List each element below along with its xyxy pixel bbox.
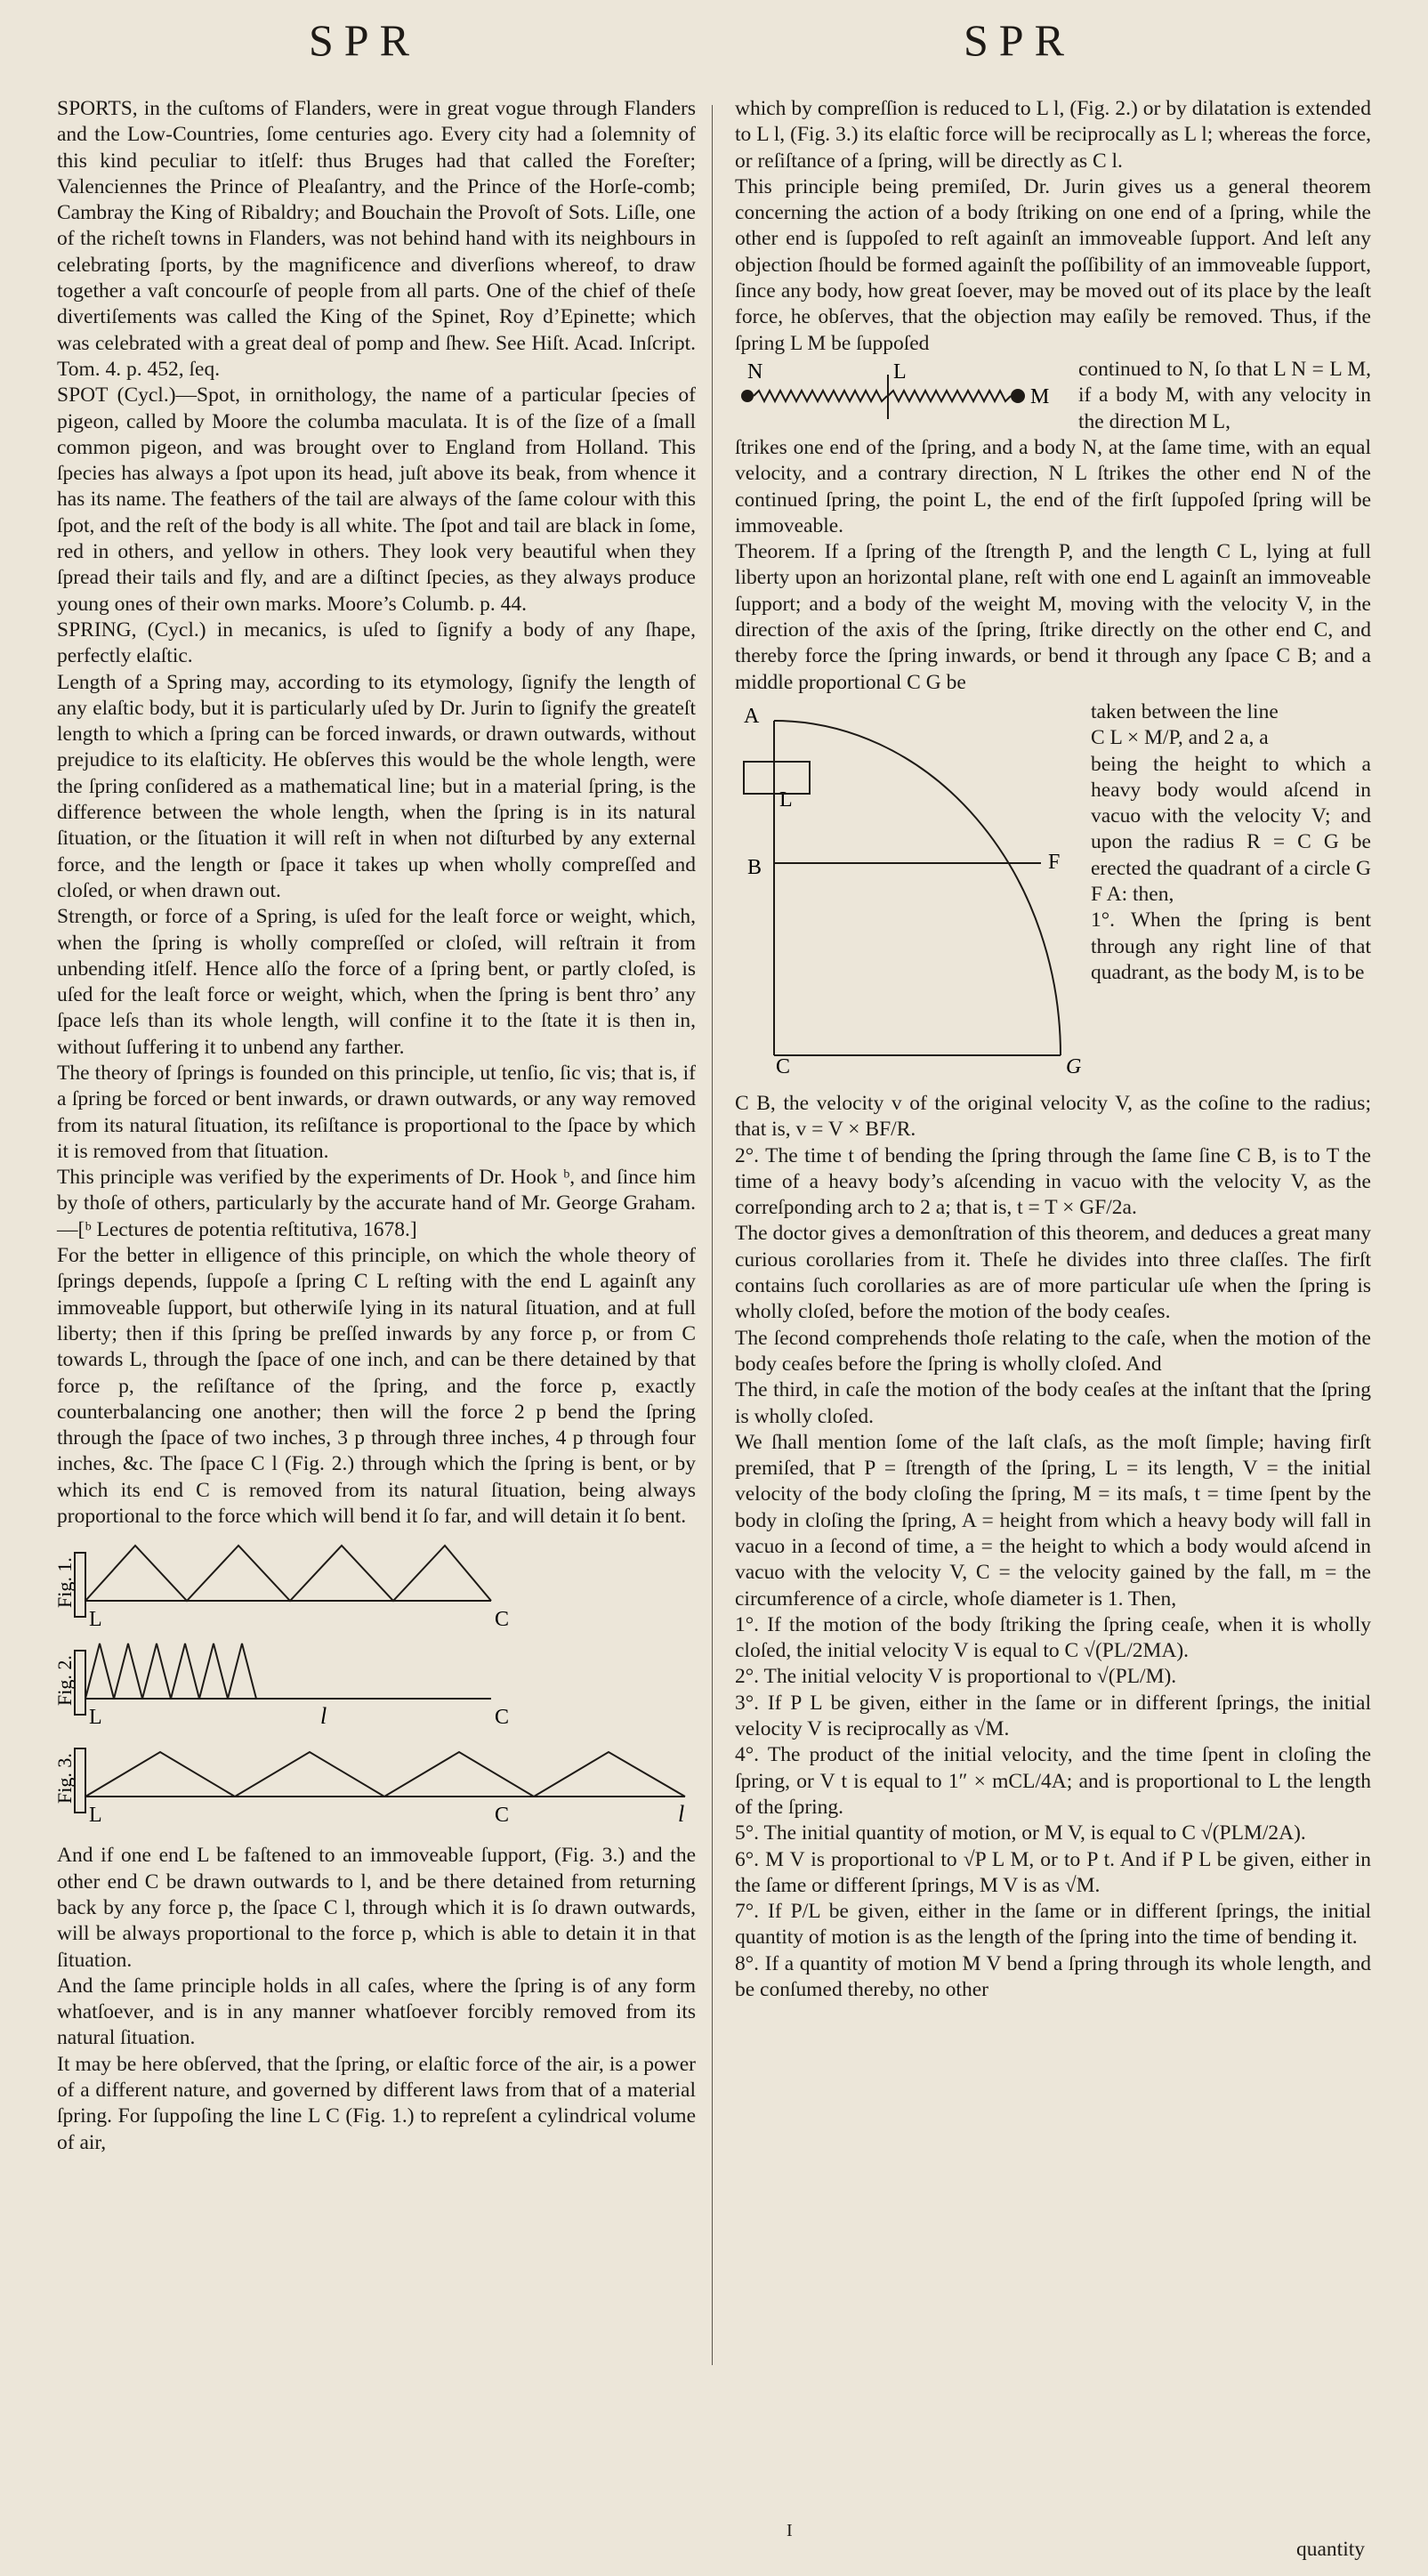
quad-arc bbox=[774, 721, 1061, 1055]
strikes-paragraph: ſtrikes one end of the ſpring, and a body N, at the ſame time, with an equal velocity, and a contrary direction, N L ſtrikes the other end N of the continued ſpring, the point L, the end of the firſt ſuppoſed ſpring will be immoveable. bbox=[735, 435, 1371, 537]
fig3-left-label: L bbox=[89, 1804, 102, 1828]
compression-paragraph: which by compreſſion is reduced to L l, (Fig. 2.) or by dilatation is extended to L l, (Fig. 3.) its elaſtic force will be reciprocally as L l; whereas the force, or reſiſtance of a ſpring, will be directly as C l. bbox=[735, 97, 1371, 173]
figure-1 bbox=[53, 1546, 509, 1631]
corollary-7: 7°. If P/L be given, either in the ſame or in different ſprings, the initial quantity of motion is as the length of the ſpring into the time of bending it. bbox=[735, 1900, 1371, 1950]
fig2-support bbox=[75, 1651, 85, 1715]
fig3-spring bbox=[85, 1752, 685, 1797]
principle-paragraph: This principle being premiſed, Dr. Jurin gives us a general theorem concerning the action of a body ſtriking on one end of a ſpring, while the other end is ſuppoſed to reſt againſt an immoveable ſupport. And leſt any objection ſhould be formed againſt the poſſibility of an immoveable ſupport, ſince any body, how great ſoever, may be moved out of its place by the leaſt force, he obſerves, that the objection may eaſily be removed. Thus, if the ſpring L M be ſuppoſed bbox=[735, 174, 1371, 355]
time-paragraph: 2°. The time t of bending the ſpring through the ſame ſine C B, is to T the time of a heavy body’s aſcending in vacuo with the velocity V, as the correſponding arch to 2 a; that is, t = T × GF/2a. bbox=[735, 1143, 1371, 1220]
entry-spring: SPRING, (Cycl.) in mecanics, is uſed to ſignify a body of any ſhape, perfectly elaſtic. bbox=[57, 618, 696, 668]
demonstration-paragraph: The doctor gives a demonſtration of this theorem, and deduces a great many curious corollaries from it. Theſe he divides into three claſſes. The firſt contains ſuch corollaries as are of more particular uſe when the ſpring is wholly cloſed, before the motion of the body ceaſes. bbox=[735, 1222, 1371, 1324]
quad-a-label: A bbox=[744, 704, 760, 728]
same-principle-paragraph: And the ſame principle holds in all caſes, where the ſpring is of any form whatſoever, and is in any manner whatſoever forcibly removed from its natural ſituation. bbox=[57, 1974, 696, 2050]
quad-text-2: C L × M/P, and 2 a, a bbox=[1091, 726, 1269, 750]
second-class-paragraph: The ſecond comprehends thoſe relating to the caſe, when the motion of the body ceaſes before the ſpring is wholly cloſed. And bbox=[735, 1326, 1371, 1376]
quadrant-block bbox=[735, 699, 1371, 1091]
corollary-5: 5°. The initial quantity of motion, or M V, is equal to C √(PLM/2A). bbox=[735, 1821, 1306, 1845]
entry-spot: SPOT (Cycl.)—Spot, in ornithology, the name of a particular ſpecies of pigeon, called by Moore the columba maculata. It is of the ſize of a ſmall common pigeon, and was brought over to England from Holland. This ſpecies has always a ſpot upon its head, juſt above its beak, from whence it has its name. The feathers of the tail are always of the ſame colour with this ſpot, and the reſt of the body is all white. The ſpot and tail are black in ſome, red in others, and yellow in others. They look very beautiful when they ſpread their tails and fly, and are a diſtinct ſpecies, as they always produce young ones of their own marks. Moore’s Columb. p. 44. bbox=[57, 384, 696, 616]
fig2-spring bbox=[85, 1643, 256, 1699]
column-rule bbox=[712, 105, 713, 2365]
catchword: quantity bbox=[1296, 2538, 1366, 2561]
continued-text: continued to N, ſo that L N = L M, if a body M, with any velocity in the direction M L, bbox=[1078, 357, 1371, 433]
spring-strength-paragraph: Strength, or force of a Spring, is uſed for the leaſt force or weight, which, when the ſpring is wholly compreſſed or cloſed, will reſtrain it from unbending itſelf. Hence alſo the force of a ſpring bent, or partly cloſed, is uſed for the leaſt force or weight, which, when the ſpring is bent thro’ any ſpace leſs than its whole length, will confine it to the ſtate it is then in, without ſuffering it to unbend any farther. bbox=[57, 905, 696, 1059]
figure-2 bbox=[53, 1643, 509, 1729]
entry-sports: SPORTS, in the cuſtoms of Flanders, were in great vogue through Flanders and the Low-Countries, ſome centuries ago. Every city had a ſolemnity of this kind peculiar to itſelf: thus Bruges had that called the Foreſter; Valenciennes the Prince of Pleaſantry, and the Prince of the Horſe-comb; Cambray the King of Ribaldry; and Bouchain the Provoſt of Sots. Liſle, one of the richeſt towns in Flanders, was not behind hand with its neighbours in celebrating ſports, by the magnificence and diverſions whereof, to draw together a vaſt concourſe of people from all parts. One of the chief of theſe divertiſements was called the King of the Spinet, Roy d’Epinette; which was celebrated with a great deal of pomp and ſhew. See Hiſt. Acad. Inſcript. Tom. 4. p. 452, ſeq. bbox=[57, 97, 696, 381]
quad-l-label: L bbox=[779, 787, 793, 812]
fig1-label: Fig. 1. bbox=[53, 1557, 76, 1609]
quad-c-label: C bbox=[776, 1054, 791, 1078]
corollary-6: 6°. M V is proportional to √P L M, or to P t. And if P L be given, either in the ſame or different ſprings, M V is as √M. bbox=[735, 1847, 1371, 1897]
spring-nlm-figure bbox=[735, 357, 1073, 435]
quad-text-3: being the height to which a heavy body would aſcend in vacuo with the velocity V; and upon the radius R = C G be erected the quadrant of a circle G F A: then, bbox=[1091, 752, 1371, 907]
right-column bbox=[735, 96, 1371, 2003]
fig1-left-label: L bbox=[89, 1608, 102, 1632]
fastened-paragraph: And if one end L be faſtened to an immoveable ſupport, (Fig. 3.) and the other end C be drawn outwards to l, and be there detained from returning back by any force p, the ſpace C l, through which it is ſo drawn outwards, will be always proportional to the force p, which is able to detain it in that ſituation. bbox=[57, 1844, 696, 1972]
quad-b-label: B bbox=[747, 855, 762, 879]
fig1-support bbox=[75, 1553, 85, 1617]
spring-block bbox=[735, 357, 1371, 435]
fig3-right-label: l bbox=[678, 1801, 685, 1828]
figure-3 bbox=[53, 1748, 685, 1827]
corollary-3: 3°. If P L be given, either in the ſame or in different ſprings, the initial velocity V is reciprocally as √M. bbox=[735, 1691, 1371, 1741]
fig1-right-label: C bbox=[495, 1608, 510, 1632]
body-n bbox=[741, 390, 754, 402]
spring-length-paragraph: Length of a Spring may, according to its etymology, ſignify the length of any elaſtic body, but it is particularly uſed by Dr. Jurin to ſignify the greateſt length to which a ſpring can be forced inwards, or drawn outwards, without prejudice to its elaſticity. He obſerves this would be the whole length, were the ſpring conſidered as a mathematical line; but in a material ſpring, is the difference between the whole length, when the ſpring is in its natural ſituation, or the ſituation it will reſt in when not diſturbed by any external force, and the length or ſpace it takes up when wholly compreſſed and cloſed, or when drawn out. bbox=[57, 670, 696, 902]
velocity-paragraph: C B, the velocity v of the original velocity V, as the coſine to the radius; that is, v = V × BF/R. bbox=[735, 1091, 1371, 1142]
quadrant-side-text bbox=[1091, 699, 1371, 986]
corollary-4: 4°. The product of the initial velocity, and the time ſpent in cloſing the ſpring, or V t is equal to 1″ × mCL/4A; and is proportional to L the length of the ſpring. bbox=[735, 1743, 1371, 1819]
corollary-2: 2°. The initial velocity V is proportional to √(PL/M). bbox=[735, 1665, 1177, 1689]
air-spring-paragraph: It may be here obſerved, that the ſpring, or elaſtic force of the air, is a power of a different nature, and governed by different laws from that of a material ſpring. For ſuppoſing the line L C (Fig. 1.) to repreſent a cylindrical volume of air, bbox=[57, 2052, 696, 2154]
quad-f-label: F bbox=[1048, 850, 1061, 874]
corollary-1: 1°. If the motion of the body ſtriking the ſpring ceaſe, when it is wholly cloſed, the initial velocity V is equal to C √(PL/2MA). bbox=[735, 1612, 1371, 1663]
fig3-support bbox=[75, 1748, 85, 1813]
fig2-mid-label: l bbox=[320, 1703, 327, 1730]
fig2-left-label: L bbox=[89, 1706, 102, 1730]
fig1-spring bbox=[85, 1546, 491, 1601]
premised-paragraph: We ſhall mention ſome of the laſt claſs, as the moſt ſimple; having firſt premiſed, that P = ſtrength of the ſpring, L = its length, V = the initial velocity of the body cloſing the ſpring, M = its maſs, t = time ſpent by the body in cloſing the ſpring, A = height from which a heavy body will fall in vacuo in a ſecond of time, a = the height to which a body would aſcend in vacuo with the velocity V, C = the velocity gained by the fall, m = the circumference of a circle, whoſe diameter is 1. Then, bbox=[735, 1430, 1371, 1611]
theorem-paragraph: Theorem. If a ſpring of the ſtrength P, and the length C L, lying at full liberty upon an horizontal plane, reſt with one end L againſt an immoveable ſupport; and a body of the weight M, moving with the velocity V, in the direction of the axis of the ſpring, ſtrike directly on the other end C, and thereby force the ſpring inwards, or bend it through any ſpace C B; and a middle proportional C G be bbox=[735, 540, 1371, 694]
header-left: SPR bbox=[309, 15, 420, 65]
left-column bbox=[53, 96, 696, 2156]
fig2-label: Fig. 2. bbox=[53, 1655, 76, 1707]
corollary-8: 8°. If a quantity of motion M V bend a ſpring through its whole length, and be conſumed thereby, no other bbox=[735, 1951, 1371, 2002]
quadrant-figure bbox=[735, 699, 1087, 1091]
theory-paragraph: The theory of ſprings is founded on this principle, ut tenſio, ſic vis; that is, if a ſpring be forced or bent inwards, or drawn outwards, or any way removed from its natural ſituation, its reſiſtance is proportional to the ſpace by which it is removed from that ſituation. bbox=[57, 1061, 696, 1163]
spring-n-label: N bbox=[747, 359, 763, 384]
header-right: SPR bbox=[964, 15, 1075, 65]
fig2-right-label: C bbox=[495, 1706, 510, 1730]
spring-figures bbox=[53, 1537, 696, 1839]
fig3-mid-label: C bbox=[495, 1804, 510, 1828]
quad-text-1: taken between the line bbox=[1091, 699, 1279, 723]
spring-m-label: M bbox=[1030, 384, 1050, 408]
hook-paragraph: This principle was verified by the experiments of Dr. Hook ᵇ, and ſince him by thoſe of others, particularly by the accurate hand of Mr. George Graham.—[ᵇ Lectures de potentia reſtitutiva, 1678.] bbox=[57, 1166, 696, 1241]
intelligence-paragraph: For the better in elligence of this principle, on which the whole theory of ſprings depends, ſuppoſe a ſpring C L reſting with the end L againſt any immoveable ſupport, but otherwiſe lying in its natural ſituation, and at full liberty; then if this ſpring be preſſed inwards by any force p, or from C towards L, through the ſpace of one inch, and can be there detained by that force p, the reſiſtance of the ſpring, and the force p, exactly counterbalancing one another; then will the force 2 p bend the ſpring through the ſpace of two inches, 3 p through three inches, 4 p through four inches, &c. The ſpace C l (Fig. 2.) through which the ſpring is bent, or by which its end C is removed from its natural ſituation, being always proportional to the force which will bend it ſo far, and will detain it ſo bent. bbox=[57, 1244, 696, 1529]
spring-l-label: L bbox=[893, 359, 907, 384]
body-m bbox=[1011, 389, 1025, 403]
spring-m-side bbox=[888, 391, 1011, 401]
signature-mark: I bbox=[787, 2521, 793, 2540]
quad-support bbox=[744, 762, 810, 794]
spring-n-side bbox=[754, 391, 887, 401]
quad-g-label: G bbox=[1066, 1054, 1082, 1078]
fig3-label: Fig. 3. bbox=[53, 1753, 76, 1805]
quad-text-4: 1°. When the ſpring is bent through any right line of that quadrant, as the body M, is to be bbox=[1091, 908, 1371, 984]
third-class-paragraph: The third, in caſe the motion of the body ceaſes at the inſtant that the ſpring is wholly cloſed. bbox=[735, 1378, 1371, 1428]
